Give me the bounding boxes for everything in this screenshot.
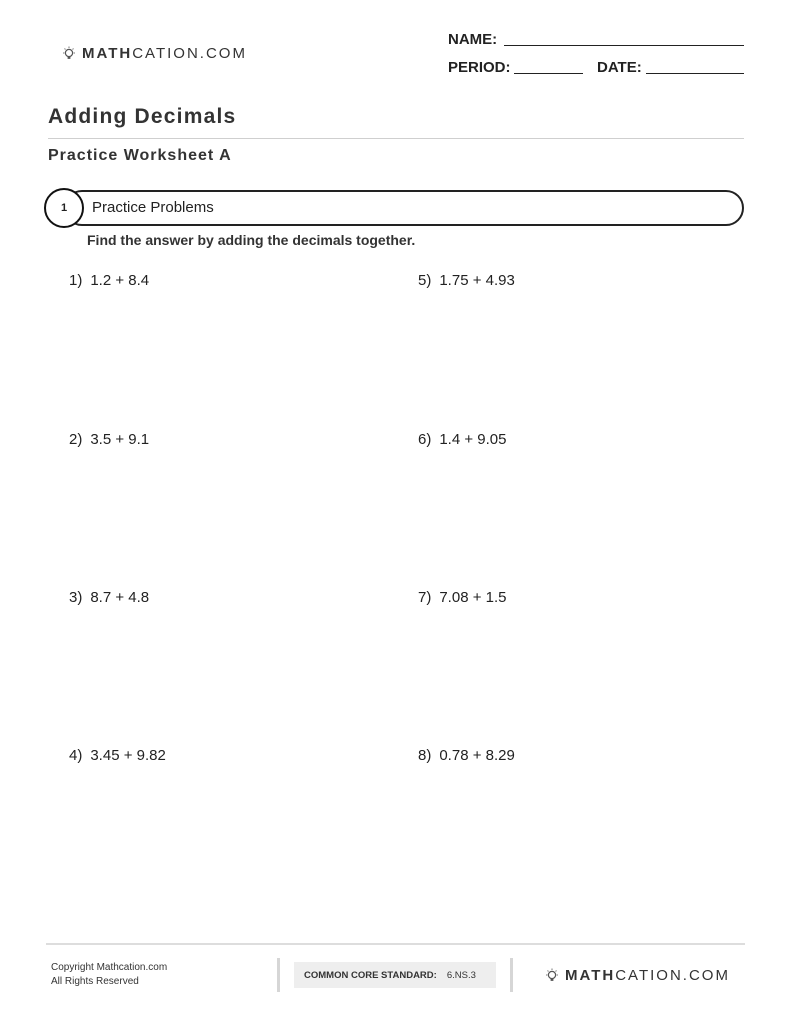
standard-value: 6.NS.3 — [446, 969, 476, 981]
date-field[interactable] — [646, 73, 744, 74]
footer-separator-right — [510, 958, 513, 992]
problem-number: 7) — [418, 589, 432, 606]
page-title: Adding Decimals — [48, 105, 237, 128]
name-field[interactable] — [504, 45, 744, 46]
standard-label: COMMON CORE STANDARD: — [304, 969, 437, 981]
problem-expression: 0.78 + 8.29 — [439, 747, 515, 764]
period-label: PERIOD: — [448, 59, 511, 76]
problem-expression: 1.75 + 4.93 — [439, 272, 515, 289]
problem-3 — [69, 589, 149, 606]
problem-7 — [418, 589, 507, 606]
problem-expression: 8.7 + 4.8 — [90, 589, 150, 606]
problem-4 — [69, 747, 166, 764]
problem-expression: 3.45 + 9.82 — [90, 747, 166, 764]
date-label: DATE: — [597, 59, 642, 76]
problem-1 — [69, 272, 149, 289]
problem-number: 8) — [418, 747, 432, 764]
problem-expression: 1.2 + 8.4 — [90, 272, 150, 289]
copyright-line-2: All Rights Reserved — [51, 976, 139, 987]
logo-text: MATHCATION.COM — [565, 967, 730, 984]
problem-expression: 3.5 + 9.1 — [90, 431, 150, 448]
header-logo — [62, 45, 247, 62]
lightbulb-icon — [545, 968, 559, 984]
page-subtitle: Practice Worksheet A — [48, 147, 232, 164]
instructions: Find the answer by adding the decimals together. — [87, 232, 416, 248]
problem-expression: 7.08 + 1.5 — [439, 589, 507, 606]
footer-divider — [46, 943, 745, 945]
problem-2 — [69, 431, 149, 448]
problem-expression: 1.4 + 9.05 — [439, 431, 507, 448]
name-label: NAME: — [448, 31, 498, 48]
problem-6 — [418, 431, 507, 448]
section-label: Practice Problems — [92, 199, 214, 216]
section-number-badge: 1 — [44, 188, 84, 228]
standard-box — [294, 962, 496, 988]
footer-logo — [545, 967, 730, 984]
problem-number: 1) — [69, 272, 83, 289]
problem-number: 5) — [418, 272, 432, 289]
logo-text: MATHCATION.COM — [82, 45, 247, 62]
copyright-line-1: Copyright Mathcation.com — [51, 962, 168, 973]
lightbulb-icon — [62, 46, 76, 62]
title-divider — [48, 138, 744, 139]
problem-8 — [418, 747, 515, 764]
period-field[interactable] — [514, 73, 583, 74]
problem-number: 4) — [69, 747, 83, 764]
copyright-notice — [51, 961, 167, 989]
problem-number: 6) — [418, 431, 432, 448]
footer-separator-left — [277, 958, 280, 992]
problem-number: 3) — [69, 589, 83, 606]
problem-5 — [418, 272, 515, 289]
problem-number: 2) — [69, 431, 83, 448]
